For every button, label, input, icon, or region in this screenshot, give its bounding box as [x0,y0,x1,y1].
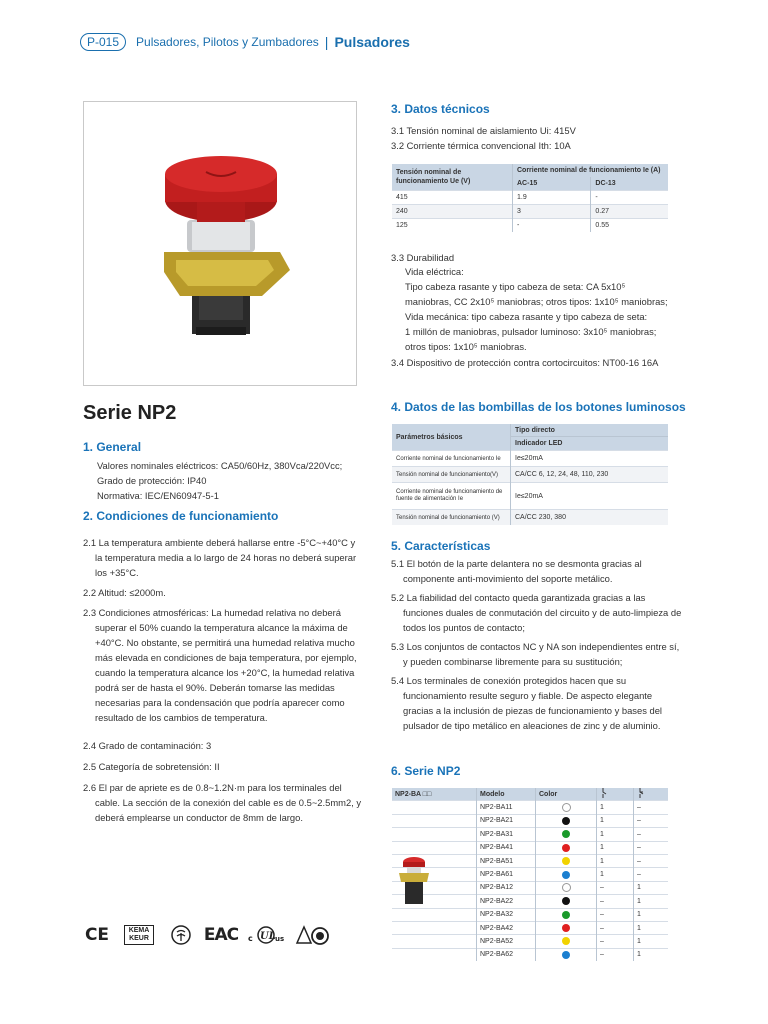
condition-2-3: 2.3 Condiciones atmosféricas: La humedad relativa no deberá superar el 50% cuando la temperatura alcance la máxima de +40°C. No obstante, se permitirá una humedad relativa mucho más elevada en condiciones de baja temperatura, por ejemplo, cuando la temperatura alcance los +20°C, la humedad relativa podrá ser de hasta el 90%. Deberán tomarse las medidas necesarias para la condensación que podría aparecer como resultado de los cambios de temperatura. [83,607,357,723]
table-row [392,908,668,921]
color-cell [536,801,597,814]
series6-heading: 6. Serie NP2 [391,764,461,778]
no-contact-cell: 1 [597,868,634,881]
color-dot-icon [562,871,570,879]
color-cell [536,868,597,881]
page-header [80,32,410,52]
product-image-frame [83,101,357,386]
color-dot-icon [562,951,570,959]
cul-us-mark-icon [248,924,285,946]
table-row [392,948,668,961]
no-contact-cell: – [597,895,634,908]
condition-2-4: 2.4 Grado de contaminación: 3 [83,740,212,751]
bulbs-table [392,424,668,525]
table-row [392,467,668,483]
table-row [392,191,668,205]
color-dot-icon [562,937,570,945]
series-cell [392,935,477,948]
model-cell: NP2-BA62 [477,948,536,961]
header-title: Pulsadores [334,34,410,50]
header-section: Pulsadores, Pilotos y Zumbadores [136,35,319,49]
model-cell: NP2-BA12 [477,881,536,894]
ce-mark-icon: CE [84,925,110,945]
series-title: Serie NP2 [83,402,177,424]
model-cell: NP2-BA11 [477,801,536,814]
color-dot-icon [562,924,570,932]
durability-title: 3.3 Durabilidad [391,252,455,263]
no-contact-cell: – [597,935,634,948]
nc-contact-cell: 1 [634,948,669,961]
tech-col-dc13: DC-13 [591,177,668,191]
durability-line: Vida eléctrica: [405,266,464,277]
table-row [392,921,668,934]
model-cell: NP2-BA31 [477,828,536,841]
table-cell: 1.9 [513,191,591,205]
nc-contact-cell: – [634,854,669,867]
svg-text:c: c [248,934,253,943]
series-cell [392,828,477,841]
series-cell [392,921,477,934]
series6-table [392,788,668,961]
color-cell [536,854,597,867]
tech-heading: 3. Datos técnicos [391,102,490,116]
nc-contact-cell: – [634,841,669,854]
tech-col-voltage: Tensión nominal de funcionamiento Ue (V) [392,164,513,191]
color-dot-icon [562,803,571,812]
ccc-mark-icon [168,924,194,946]
color-dot-icon [562,883,571,892]
durability-text [405,264,695,354]
table-row [392,881,668,894]
table-row [392,219,668,233]
table-cell: 3 [513,205,591,219]
tech-col-current: Corriente nominal de funcionamiento Ie (A) [513,164,669,177]
table-row [392,841,668,854]
table-cell: Tensión nominal de funcionamiento(V) [392,467,511,483]
page-number-badge: P-015 [80,33,126,51]
color-dot-icon [562,857,570,865]
durability-line: otros tipos: 1x10⁵ maniobras. [405,341,527,352]
conditions-heading: 2. Condiciones de funcionamiento [83,509,279,523]
feature-5-4: 5.4 Los terminales de conexión protegidos hacen que su funcionamiento resulte seguro y fiable. De aspecto elegante gracias a la inclusión de piezas de funcionamiento y bases del pulsador de tipo metálico en aleaciones de zinc y de aluminio. [391,675,663,731]
table-cell: - [513,219,591,233]
table-row [392,205,668,219]
tech-3-2: 3.2 Corriente térmica convencional Ith: 10A [391,140,571,151]
condition-2-5: 2.5 Categoría de sobretensión: II [83,761,220,772]
series-cell [392,908,477,921]
series6-col-nc-contact-icon [634,788,669,801]
emergency-stop-button-image [84,102,356,385]
color-cell [536,841,597,854]
bulbs-heading: 4. Datos de las bombillas de los botones luminosos [391,400,686,414]
model-cell: NP2-BA51 [477,854,536,867]
table-cell: Tensión nominal de funcionamiento (V) [392,510,511,526]
series6-col-series: NP2-BA □□ [392,788,477,801]
header-separator: | [324,34,329,50]
tuv-mark-icon [296,924,330,946]
table-row [392,510,668,526]
no-contact-cell: 1 [597,801,634,814]
color-cell [536,881,597,894]
durability-line: maniobras, CC 2x10⁵ maniobras; otros tipos: 1x10⁵ maniobras; [405,296,668,307]
series6-col-color: Color [536,788,597,801]
table-row [392,935,668,948]
table-cell: CA/CC 230, 380 [511,510,669,526]
color-dot-icon [562,911,570,919]
color-dot-icon [562,830,570,838]
general-line: Valores nominales eléctricos: CA50/60Hz, 380Vca/220Vcc; [97,460,343,471]
nc-contact-cell: – [634,814,669,827]
tech-col-ac15: AC-15 [513,177,591,191]
svg-text:us: us [275,935,285,943]
color-cell [536,921,597,934]
table-row [392,451,668,467]
color-cell [536,908,597,921]
color-dot-icon [562,844,570,852]
table-cell: 415 [392,191,513,205]
nc-contact-cell: 1 [634,921,669,934]
certification-logos [84,924,330,946]
feature-5-2: 5.2 La fiabilidad del contacto queda garantizada gracias a las funciones duales de conmutación del circuito y de auto-limpieza de todos los puntos de contacto; [391,592,682,633]
nc-contact-cell: 1 [634,881,669,894]
tech-3-4: 3.4 Dispositivo de protección contra cortocircuitos: NT00-16 16A [391,357,659,368]
durability-line: 1 millón de maniobras, pulsador luminoso: 3x10⁵ maniobras; [405,326,657,337]
feature-5-3: 5.3 Los conjuntos de contactos NC y NA son independientes entre sí, y pueden combinarse libremente para su sustitución; [391,641,680,667]
series6-col-model: Modelo [477,788,536,801]
table-cell: Ie≤20mA [511,483,669,510]
color-dot-icon [562,817,570,825]
series-cell [392,814,477,827]
table-row [392,801,668,814]
nc-contact-cell: 1 [634,935,669,948]
feature-5-1: 5.1 El botón de la parte delantera no se desmonta gracias al componente anti-movimiento del soporte metálico. [391,558,642,584]
color-dot-icon [562,897,570,905]
model-cell: NP2-BA52 [477,935,536,948]
no-contact-cell: 1 [597,854,634,867]
series6-col-no-contact-icon [597,788,634,801]
nc-contact-cell: – [634,868,669,881]
series-cell [392,801,477,814]
model-cell: NP2-BA41 [477,841,536,854]
nc-contact-cell: – [634,801,669,814]
bulbs-col-led: Indicador LED [511,437,669,451]
color-cell [536,895,597,908]
table-cell: Ie≤20mA [511,451,669,467]
nc-contact-cell: 1 [634,895,669,908]
table-row [392,814,668,827]
table-row [392,828,668,841]
table-cell: Corriente nominal de funcionamiento de fuente de alimentación Ie [392,483,511,510]
no-contact-cell: 1 [597,828,634,841]
table-cell: 240 [392,205,513,219]
table-cell: CA/CC 6, 12, 24, 48, 110, 230 [511,467,669,483]
durability-line: Vida mecánica: tipo cabeza rasante y tipo cabeza de seta: [405,311,648,322]
model-cell: NP2-BA21 [477,814,536,827]
durability-line: Tipo cabeza rasante y tipo cabeza de seta: CA 5x10⁵ [405,281,626,292]
no-contact-cell: 1 [597,841,634,854]
color-cell [536,828,597,841]
color-cell [536,948,597,961]
model-cell: NP2-BA61 [477,868,536,881]
table-row [392,895,668,908]
bulbs-col-param: Parámetros básicos [392,424,511,451]
model-cell: NP2-BA42 [477,921,536,934]
condition-2-1: 2.1 La temperatura ambiente deberá hallarse entre -5°C~+40°C y la temperatura media a lo largo de 24 horas no deberá superar los +35°C. [83,537,357,578]
table-cell: 0.27 [591,205,668,219]
series-cell [392,948,477,961]
no-contact-cell: 1 [597,814,634,827]
table-cell: - [591,191,668,205]
table-row [392,868,668,881]
no-contact-cell: – [597,948,634,961]
table-cell: 125 [392,219,513,233]
general-text [97,458,342,503]
general-heading: 1. General [83,440,142,454]
no-contact-cell: – [597,908,634,921]
condition-2-2: 2.2 Altitud: ≤2000m. [83,587,166,598]
table-cell: Corriente nominal de funcionamiento Ie [392,451,511,467]
table-cell: 0.55 [591,219,668,233]
condition-2-6: 2.6 El par de apriete es de 0.8~1.2N·m para los terminales del cable. La sección de la conexión del cable es de 0.5~2.5mm2, y deberá emplearse un conductor de 8mm de largo. [83,782,362,823]
eac-mark-icon: EAC [203,925,239,945]
color-cell [536,935,597,948]
no-contact-cell: – [597,881,634,894]
no-contact-cell: – [597,921,634,934]
color-cell [536,814,597,827]
tech-data-table [392,164,668,232]
general-line: Grado de protección: IP40 [97,475,207,486]
kema-keur-icon: KEMA KEUR [124,925,154,945]
np2-ba-product-icon [396,852,432,908]
table-row [392,854,668,867]
features-heading: 5. Características [391,539,491,553]
table-row [392,483,668,510]
general-line: Normativa: IEC/EN60947-5-1 [97,490,219,501]
tech-3-1: 3.1 Tensión nominal de aislamiento Ui: 415V [391,125,576,136]
nc-contact-cell: 1 [634,908,669,921]
model-cell: NP2-BA32 [477,908,536,921]
nc-contact-cell: – [634,828,669,841]
svg-text:UL: UL [260,931,276,942]
bulbs-col-type: Tipo directo [511,424,669,437]
model-cell: NP2-BA22 [477,895,536,908]
